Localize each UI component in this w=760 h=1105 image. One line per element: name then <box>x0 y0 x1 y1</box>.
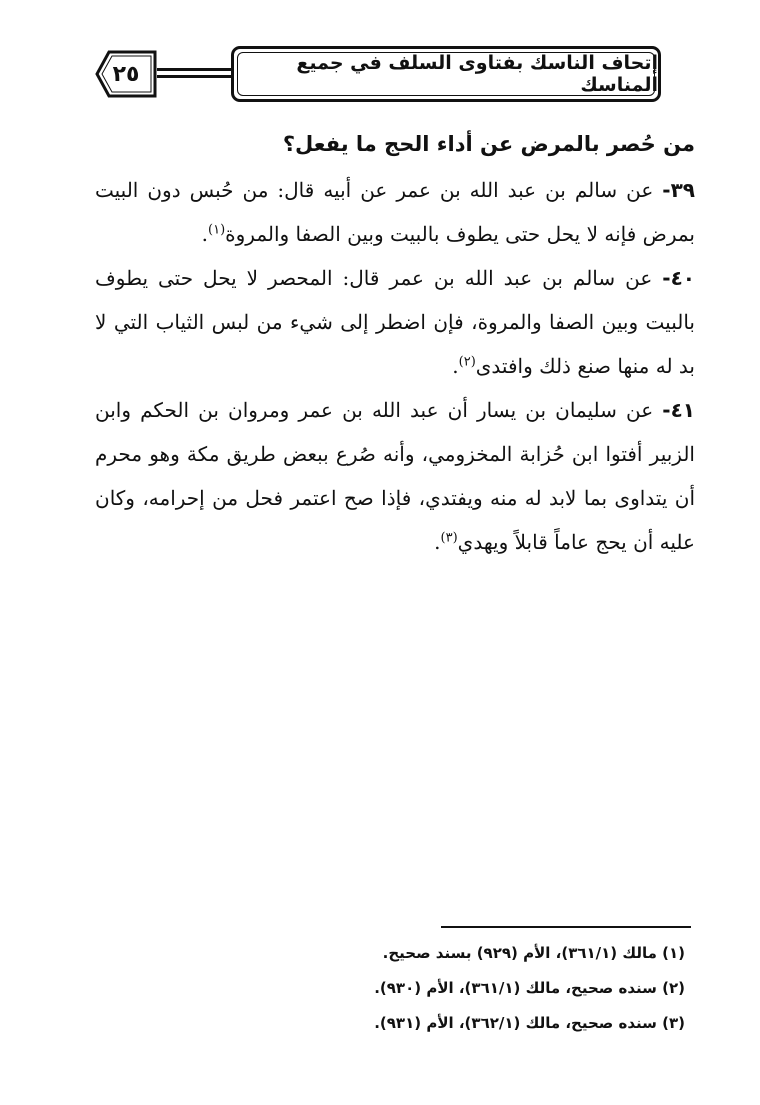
paragraph-end: . <box>201 222 209 246</box>
main-content <box>95 120 695 564</box>
paragraph-41 <box>95 388 695 564</box>
paragraph-text: عن سالم بن عبد الله بن عمر قال: المحصر لا يحل حتى يطوف بالبيت وبين الصفا والمروة، فإن اضطر إلى شيء من لبس الثياب التي لا بد له منها صنع ذلك وافتدى <box>95 266 695 378</box>
paragraph-number: ٣٩- <box>662 178 696 202</box>
paragraph-40 <box>95 256 695 388</box>
page-header <box>95 46 665 106</box>
footnote-ref: (١) <box>208 222 226 238</box>
footnote-1: (١) مالك (٣٦١/١)، الأم (٩٢٩) بسند صحيح. <box>382 944 685 962</box>
footnote-divider <box>441 926 691 928</box>
page-number: ٢٥ <box>112 61 140 87</box>
footnote-3: (٣) سنده صحيح، مالك (٣٦٢/١)، الأم (٩٣١). <box>374 1014 685 1032</box>
paragraph-text: عن سليمان بن يسار أن عبد الله بن عمر ومروان بن الحكم وابن الزبير أفتوا ابن حُزابة المخزومي، وأنه صُرع ببعض طريق مكة وهو محرم أن يتداوى بما لابد له منه ويفتدي، فإذا صح اعتمر فحل من إحرامه، وكان عليه أن يحج عاماً قابلاً ويهدي <box>95 398 695 554</box>
paragraph-end: . <box>452 354 459 378</box>
footnote-ref: (٣) <box>440 530 458 546</box>
paragraph-39 <box>95 168 695 256</box>
section-heading: من حُصر بالمرض عن أداء الحج ما يفعل؟ <box>282 132 695 156</box>
footnote-2: (٢) سنده صحيح، مالك (٣٦١/١)، الأم (٩٣٠). <box>374 979 685 997</box>
footnotes <box>95 936 685 1041</box>
footnote-ref: (٢) <box>458 354 476 370</box>
header-title-box <box>231 46 661 102</box>
header-connector <box>157 68 231 78</box>
paragraph-number: ٤٠- <box>662 266 695 290</box>
page-number-badge <box>95 50 157 98</box>
paragraph-end: . <box>434 530 441 554</box>
paragraph-text: عن سالم بن عبد الله بن عمر عن أبيه قال: من حُبس دون البيت بمرض فإنه لا يحل حتى يطوف بالبيت وبين الصفا والمروة <box>95 178 695 246</box>
book-title: إتحاف الناسك بفتاوى السلف في جميع المناسك <box>296 52 658 96</box>
paragraph-number: ٤١- <box>662 398 695 422</box>
